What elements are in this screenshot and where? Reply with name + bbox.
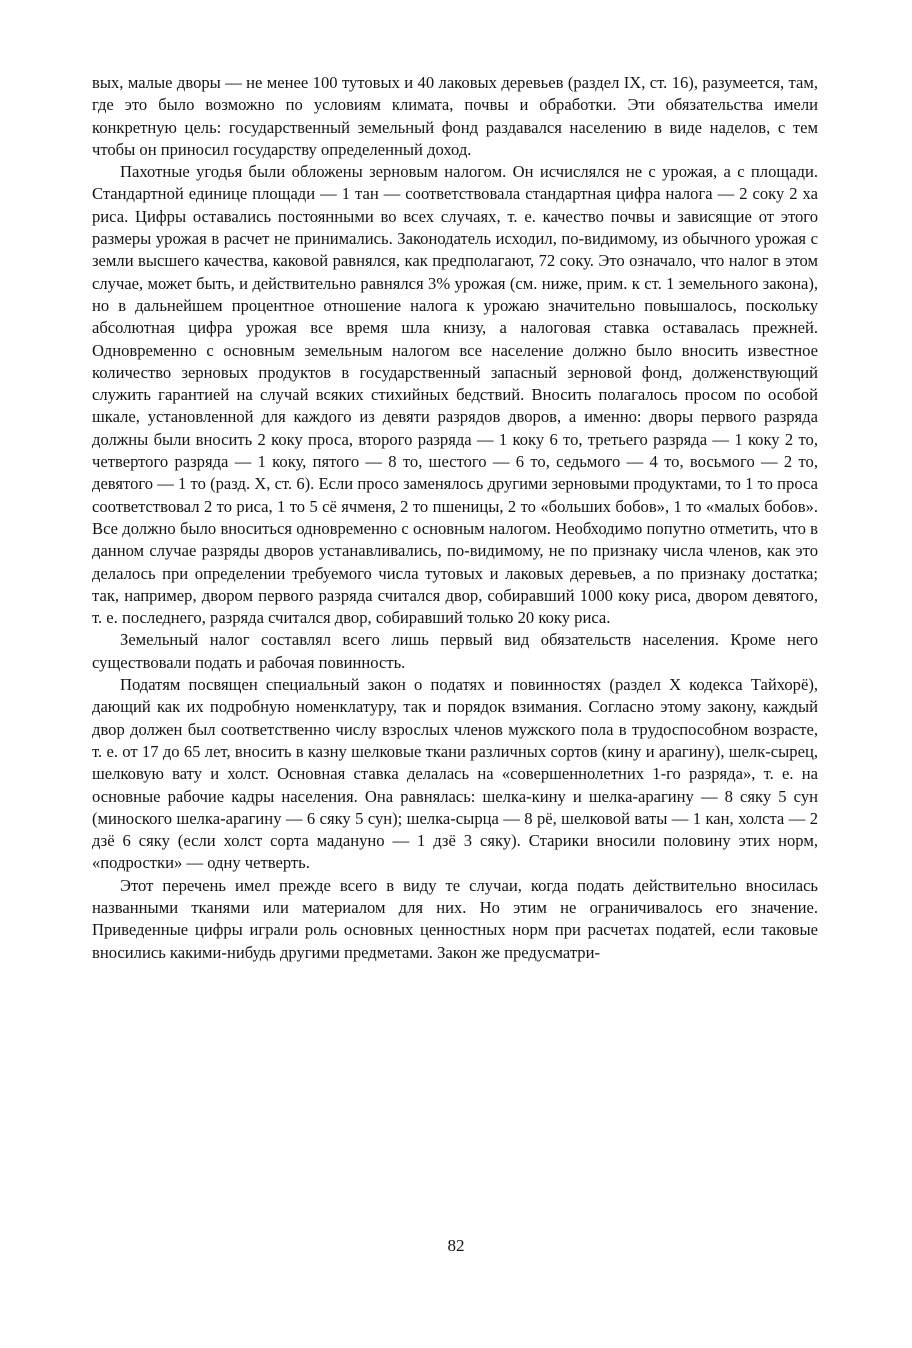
paragraph-4: Податям посвящен специальный закон о податях и повинностях (раздел X кодекса Тайхорё), дающий как их подробную номенклатуру, так и порядок взимания. Согласно этому закону, каждый двор должен был соответственно числу взрослых членов мужского пола в трудоспособном возрасте, т. е. от 17 до 65 лет, вносить в казну шелковые ткани различных сортов (кину и арагину), шелк-сырец, шелковую вату и холст. Основная ставка делалась на «совершеннолетних 1-го разряда», т. е. на основные рабочие кадры населения. Она равнялась: шелка-кину и шелка-арагину — 8 сяку 5 сун (миноского шелка-арагину — 6 сяку 5 сун); шелка-сырца — 8 рё, шелковой ваты — 1 кан, холста — 2 дзё 6 сяку (если холст сорта мадануно — 1 дзё 3 сяку). Старики вносили половину этих норм, «подростки» — одну четверть.	[92, 675, 818, 873]
paragraph-2: Пахотные угодья были обложены зерновым налогом. Он исчислялся не с урожая, а с площади. Стандартной единице площади — 1 тан — соответствовала стандартная цифра налога — 2 соку 2 ха риса. Цифры оставались постоянными во всех случаях, т. е. качество почвы и зависящие от этого размеры урожая в расчет не принимались. Законодатель исходил, по-видимому, из обычного урожая с земли высшего качества, каковой равнялся, как предполагают, 72 соку. Это означало, что налог в этом случае, может быть, и действительно равнялся 3% урожая (см. ниже, прим. к ст. 1 земельного закона), но в дальнейшем процентное отношение налога к урожаю значительно повышалось, поскольку абсолютная цифра урожая все время шла книзу, а налоговая ставка оставалась прежней. Одновременно с основным земельным налогом все население должно было вносить известное количество зерновых продуктов в государственный запасный зерновой фонд, долженствующий служить гарантией на случай всяких стихийных бедствий. Вносить полагалось просом по особой шкале, установленной для каждого из девяти разрядов дворов, а именно: дворы первого разряда должны были вносить 2 коку проса, второго разряда — 1 коку 6 то, третьего разряда — 1 коку 2 то, четвертого разряда — 1 коку, пятого — 8 то, шестого — 6 то, седьмого — 4 то, восьмого — 2 то, девятого — 1 то (разд. X, ст. 6). Если просо заменялось другими зерновыми продуктами, то 1 то проса соответствовал 2 то риса, 1 то 5 сё ячменя, 2 то пшеницы, 2 то «больших бобов», 1 то «малых бобов». Все должно было вноситься одновременно с основным налогом. Необходимо попутно отметить, что в данном случае разряды дворов устанавливались, по-видимому, не по признаку числа членов, как это делалось при определении требуемого числа тутовых и лаковых деревьев, а по признаку достатка; так, например, двором первого разряда считался двор, собиравший 1000 коку риса, двором девятого, т. е. последнего, разряда считался двор, собиравший только 20 коку риса.	[92, 162, 818, 628]
paragraph-5: Этот перечень имел прежде всего в виду те случаи, когда подать действительно вносилась названными тканями или материалом для них. Но этим не ограничивалось его значение. Приведенные цифры играли роль основных ценностных норм при расчетах податей, если таковые вносились какими-нибудь другими предметами. Закон же предусматри-	[92, 875, 818, 962]
paragraph-3: Земельный налог составлял всего лишь первый вид обязательств населения. Кроме него существовали подать и рабочая повинность.	[92, 630, 818, 672]
paragraph-1: вых, малые дворы — не менее 100 тутовых и 40 лаковых деревьев (раздел IX, ст. 16), разумеется, там, где это было возможно по условиям климата, почвы и обработки. Эти обязательства имели конкретную цель: государственный земельный фонд раздавался населению в виде наделов, с тем чтобы он приносил государству определенный доход.	[92, 73, 818, 159]
page-body	[92, 72, 818, 964]
page-number: 82	[447, 1236, 465, 1255]
